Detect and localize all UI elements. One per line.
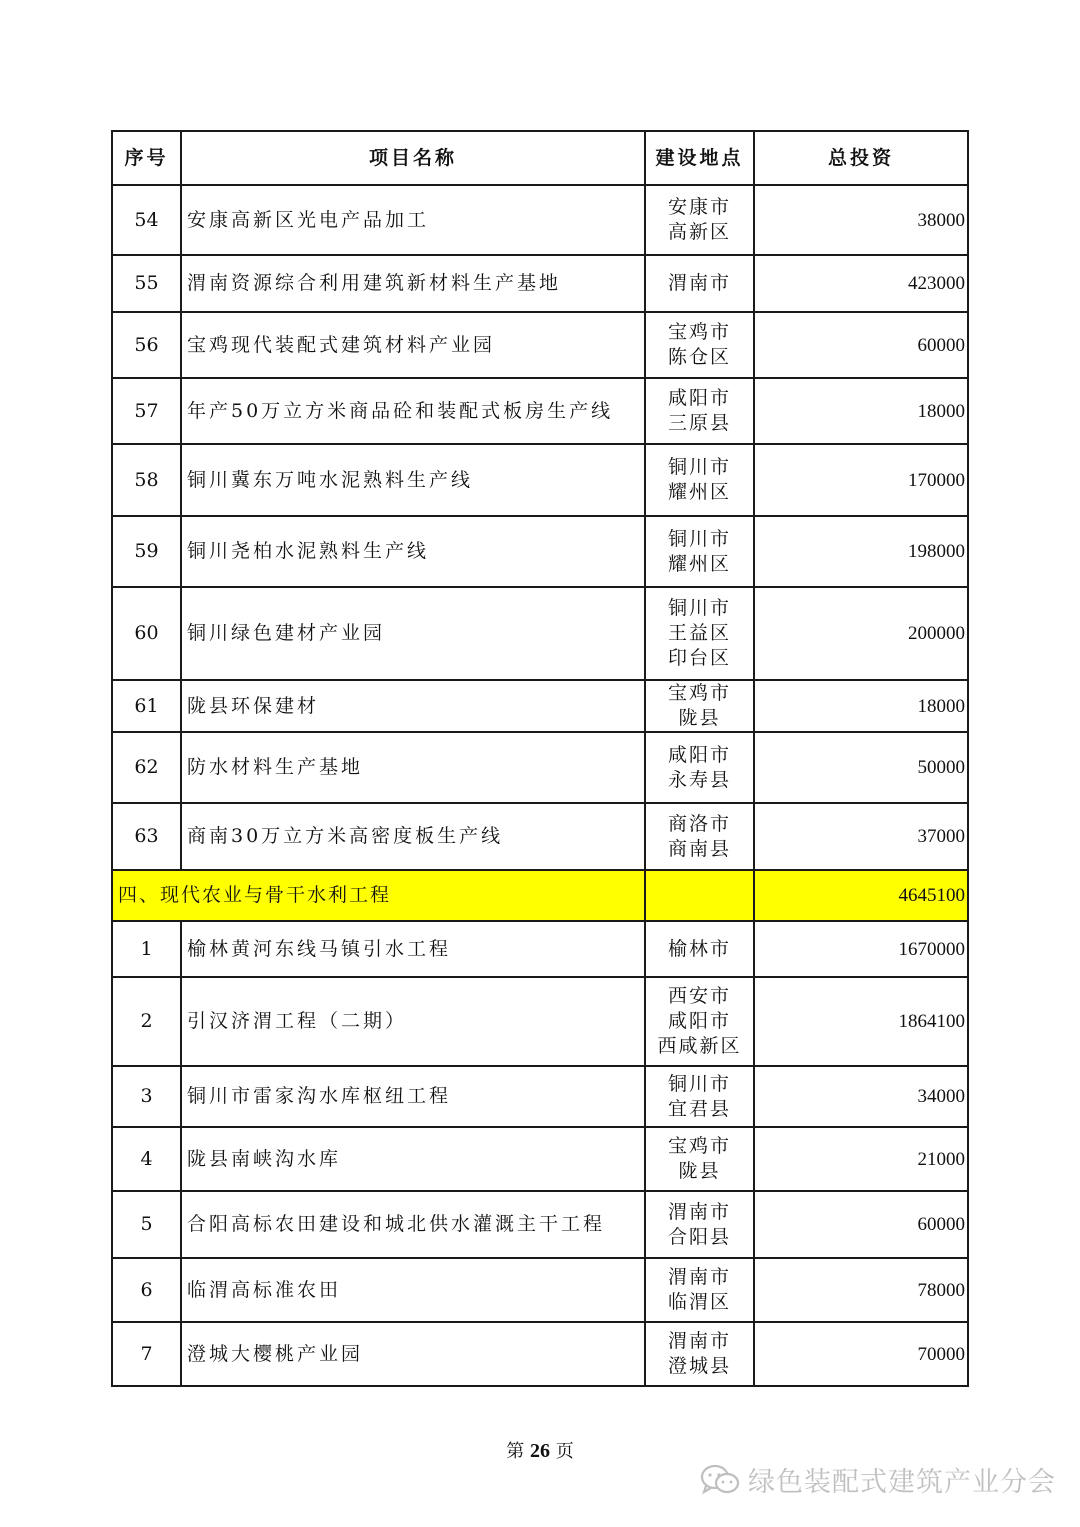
row-name: 合阳高标农田建设和城北供水灌溉主干工程 (181, 1191, 645, 1258)
row-investment: 21000 (754, 1127, 968, 1191)
table-row (112, 977, 968, 1066)
row-name: 临渭高标准农田 (181, 1258, 645, 1322)
row-investment: 200000 (754, 587, 968, 680)
row-no: 5 (112, 1191, 181, 1258)
wechat-icon (700, 1463, 740, 1497)
table-row (112, 803, 968, 870)
table-row (112, 921, 968, 977)
row-investment: 60000 (754, 1191, 968, 1258)
row-investment: 198000 (754, 516, 968, 587)
table-row (112, 312, 968, 378)
table-row (112, 378, 968, 444)
row-name: 引汉济渭工程（二期） (181, 977, 645, 1066)
row-name: 铜川冀东万吨水泥熟料生产线 (181, 444, 645, 516)
row-investment: 38000 (754, 185, 968, 255)
row-investment: 18000 (754, 378, 968, 444)
row-investment: 170000 (754, 444, 968, 516)
row-location: 渭南市 澄城县 (645, 1322, 754, 1386)
section-investment: 4645100 (754, 870, 968, 921)
row-name: 榆林黄河东线马镇引水工程 (181, 921, 645, 977)
row-investment: 60000 (754, 312, 968, 378)
row-no: 54 (112, 185, 181, 255)
row-location: 咸阳市 永寿县 (645, 732, 754, 803)
row-no: 58 (112, 444, 181, 516)
header-investment: 总投资 (754, 131, 968, 185)
row-location: 咸阳市 三原县 (645, 378, 754, 444)
row-location: 商洛市 商南县 (645, 803, 754, 870)
row-name: 渭南资源综合利用建筑新材料生产基地 (181, 255, 645, 312)
row-no: 62 (112, 732, 181, 803)
row-location: 铜川市 耀州区 (645, 444, 754, 516)
row-location: 渭南市 合阳县 (645, 1191, 754, 1258)
page-number-value: 26 (530, 1440, 550, 1462)
row-name: 陇县环保建材 (181, 680, 645, 732)
section-location-empty (645, 870, 754, 921)
table-row (112, 732, 968, 803)
row-name: 防水材料生产基地 (181, 732, 645, 803)
row-location: 榆林市 (645, 921, 754, 977)
row-investment: 1864100 (754, 977, 968, 1066)
section-row (112, 870, 968, 921)
row-no: 61 (112, 680, 181, 732)
table-row (112, 1191, 968, 1258)
row-location: 宝鸡市 陈仓区 (645, 312, 754, 378)
row-location: 宝鸡市 陇县 (645, 680, 754, 732)
row-name: 澄城大樱桃产业园 (181, 1322, 645, 1386)
header-location: 建设地点 (645, 131, 754, 185)
row-location: 铜川市 宜君县 (645, 1066, 754, 1127)
table-row (112, 516, 968, 587)
row-investment: 18000 (754, 680, 968, 732)
row-investment: 70000 (754, 1322, 968, 1386)
table-row (112, 444, 968, 516)
row-no: 4 (112, 1127, 181, 1191)
row-no: 59 (112, 516, 181, 587)
row-no: 60 (112, 587, 181, 680)
row-investment: 50000 (754, 732, 968, 803)
row-no: 63 (112, 803, 181, 870)
row-location: 西安市 咸阳市 西咸新区 (645, 977, 754, 1066)
row-location: 安康市 高新区 (645, 185, 754, 255)
section-title: 四、现代农业与骨干水利工程 (112, 870, 645, 921)
row-name: 陇县南峡沟水库 (181, 1127, 645, 1191)
table-row (112, 1066, 968, 1127)
header-no: 序号 (112, 131, 181, 185)
row-investment: 423000 (754, 255, 968, 312)
row-no: 6 (112, 1258, 181, 1322)
table-header-row (112, 131, 968, 185)
watermark-text: 绿色装配式建筑产业分会 (748, 1467, 1056, 1498)
table-row (112, 185, 968, 255)
row-no: 7 (112, 1322, 181, 1386)
page-prefix: 第 (506, 1441, 525, 1462)
page-suffix: 页 (555, 1441, 574, 1462)
row-location: 宝鸡市 陇县 (645, 1127, 754, 1191)
header-name: 项目名称 (181, 131, 645, 185)
row-no: 2 (112, 977, 181, 1066)
table-row (112, 255, 968, 312)
watermark (700, 1460, 1056, 1499)
row-no: 55 (112, 255, 181, 312)
table-row (112, 587, 968, 680)
table-row (112, 1322, 968, 1386)
row-name: 安康高新区光电产品加工 (181, 185, 645, 255)
row-no: 56 (112, 312, 181, 378)
row-investment: 34000 (754, 1066, 968, 1127)
row-location: 铜川市 王益区 印台区 (645, 587, 754, 680)
row-name: 宝鸡现代装配式建筑材料产业园 (181, 312, 645, 378)
table-row (112, 1258, 968, 1322)
row-no: 1 (112, 921, 181, 977)
row-name: 年产50万立方米商品砼和装配式板房生产线 (181, 378, 645, 444)
table-row (112, 680, 968, 732)
row-no: 57 (112, 378, 181, 444)
row-name: 商南30万立方米高密度板生产线 (181, 803, 645, 870)
row-name: 铜川绿色建材产业园 (181, 587, 645, 680)
row-investment: 37000 (754, 803, 968, 870)
row-investment: 78000 (754, 1258, 968, 1322)
row-name: 铜川尧柏水泥熟料生产线 (181, 516, 645, 587)
row-no: 3 (112, 1066, 181, 1127)
table-row (112, 1127, 968, 1191)
row-name: 铜川市雷家沟水库枢纽工程 (181, 1066, 645, 1127)
row-location: 铜川市 耀州区 (645, 516, 754, 587)
row-investment: 1670000 (754, 921, 968, 977)
project-table (111, 130, 969, 1387)
row-location: 渭南市 (645, 255, 754, 312)
row-location: 渭南市 临渭区 (645, 1258, 754, 1322)
